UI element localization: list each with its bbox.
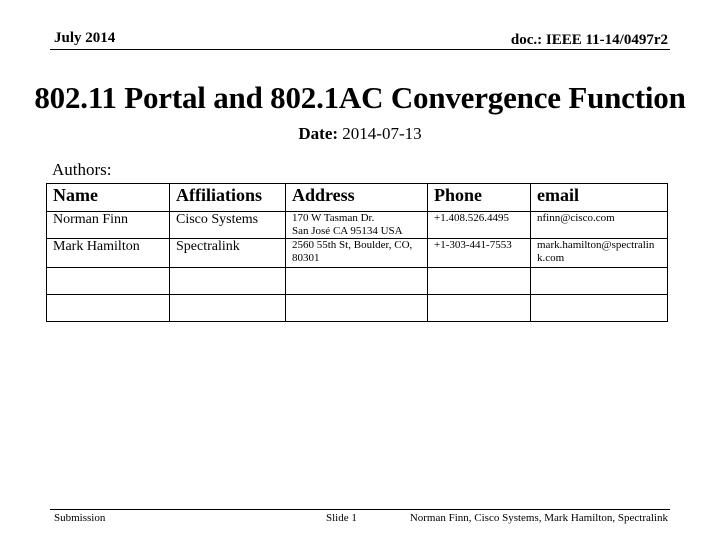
table-row bbox=[47, 212, 668, 239]
cell-affiliation: Spectralink bbox=[170, 239, 286, 268]
cell-email: nfinn@cisco.com bbox=[531, 212, 668, 239]
date-value: 2014-07-13 bbox=[342, 124, 422, 143]
footer-slide-number: Slide 1 bbox=[326, 512, 357, 524]
cell-address: 170 W Tasman Dr. San José CA 95134 USA bbox=[286, 212, 428, 239]
header-address: Address bbox=[286, 184, 428, 212]
header-email: email bbox=[531, 184, 668, 212]
slide-title: 802.11 Portal and 802.1AC Convergence Function bbox=[34, 80, 686, 115]
date-label: Date: bbox=[298, 124, 339, 143]
cell-address: 2560 55th St, Boulder, CO, 80301 bbox=[286, 239, 428, 268]
table-row bbox=[47, 295, 668, 322]
header-name: Name bbox=[47, 184, 170, 212]
header-doc-id: doc.: IEEE 11-14/0497r2 bbox=[510, 32, 668, 48]
header-divider bbox=[50, 49, 670, 50]
header-phone: Phone bbox=[428, 184, 531, 212]
cell-name: Norman Finn bbox=[47, 212, 170, 239]
cell-phone: +1.408.526.4495 bbox=[428, 212, 531, 239]
cell-phone bbox=[428, 268, 531, 295]
table-row bbox=[47, 239, 668, 268]
cell-name bbox=[47, 268, 170, 295]
authors-label: Authors: bbox=[52, 160, 112, 179]
cell-name: Mark Hamilton bbox=[47, 239, 170, 268]
cell-phone: +1-303-441-7553 bbox=[428, 239, 531, 268]
cell-email bbox=[531, 268, 668, 295]
footer-submission: Submission bbox=[54, 512, 106, 524]
cell-email bbox=[531, 295, 668, 322]
date-line bbox=[0, 124, 720, 144]
table-header-row bbox=[47, 184, 668, 212]
cell-affiliation: Cisco Systems bbox=[170, 212, 286, 239]
header-date: July 2014 bbox=[54, 30, 116, 46]
cell-affiliation bbox=[170, 295, 286, 322]
footer-authors: Norman Finn, Cisco Systems, Mark Hamilton, Spectralink bbox=[409, 512, 668, 524]
cell-name bbox=[47, 295, 170, 322]
footer-divider bbox=[50, 509, 670, 510]
authors-table bbox=[46, 183, 668, 322]
cell-address bbox=[286, 268, 428, 295]
cell-email: mark.hamilton@spectralink.com bbox=[531, 239, 668, 268]
table-row bbox=[47, 268, 668, 295]
cell-phone bbox=[428, 295, 531, 322]
cell-affiliation bbox=[170, 268, 286, 295]
cell-address bbox=[286, 295, 428, 322]
header-affiliations: Affiliations bbox=[170, 184, 286, 212]
